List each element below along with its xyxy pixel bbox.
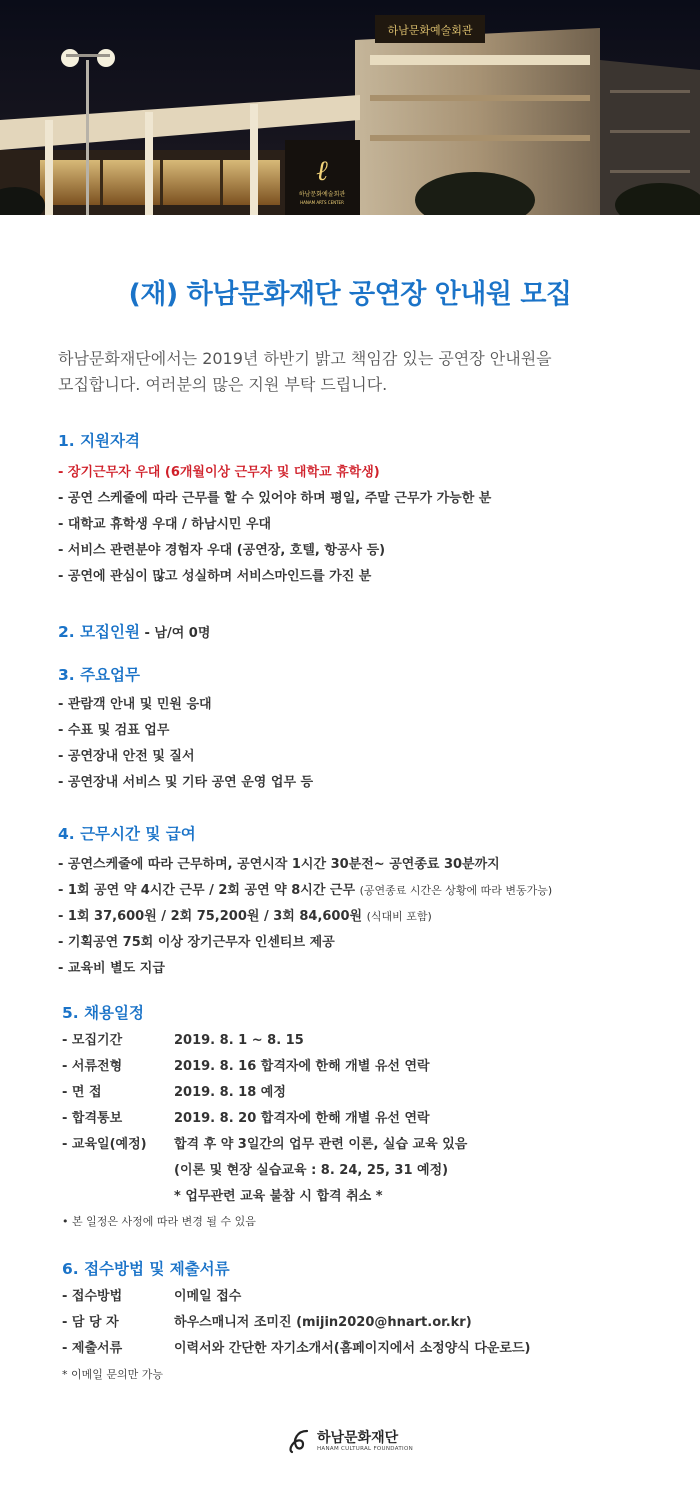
list-item: - 대학교 휴학생 우대 / 하남시민 우대 xyxy=(58,517,272,532)
schedule-row: - 면 접 2019. 8. 18 예정 xyxy=(62,1085,286,1100)
section-1-title: 1. 지원자격 xyxy=(58,432,140,450)
foundation-logo-icon xyxy=(287,1428,313,1454)
schedule-row: * 업무관련 교육 불참 시 합격 취소 * xyxy=(174,1189,383,1204)
list-item: - 공연장내 서비스 및 기타 공연 운영 업무 등 xyxy=(58,775,314,790)
section-3-list xyxy=(58,692,313,796)
intro-paragraph xyxy=(58,346,658,398)
footer-logo xyxy=(0,1428,700,1454)
hero-photo xyxy=(0,0,700,215)
list-item: - 장기근무자 우대 (6개월이상 근무자 및 대학교 휴학생) xyxy=(58,465,380,480)
schedule-row: (이론 및 현장 실습교육 : 8. 24, 25, 31 예정) xyxy=(174,1163,449,1178)
section-1-list xyxy=(58,460,491,590)
submission-row: - 접수방법 이메일 접수 xyxy=(62,1289,242,1304)
intro-line: 하남문화재단에서는 2019년 하반기 밝고 책임감 있는 공연장 안내원을 xyxy=(58,349,552,368)
section-2-title xyxy=(58,620,210,642)
section-4-list xyxy=(58,852,552,982)
section-6-details xyxy=(62,1284,531,1362)
section-2-label: 2. 모집인원 xyxy=(58,623,140,641)
list-item: - 수표 및 검표 업무 xyxy=(58,723,170,738)
page-title: (재) 하남문화재단 공연장 안내원 모집 xyxy=(128,279,572,310)
schedule-row: - 교육일(예정) 합격 후 약 3일간의 업무 관련 이론, 실습 교육 있음 xyxy=(62,1137,468,1152)
submission-row: - 제출서류 이력서와 간단한 자기소개서(홈페이지에서 소정양식 다운로드) xyxy=(62,1341,531,1356)
list-item: - 서비스 관련분야 경험자 우대 (공연장, 호텔, 항공사 등) xyxy=(58,543,386,558)
list-item: - 공연장내 안전 및 질서 xyxy=(58,749,195,764)
list-item: - 공연 스케줄에 따라 근무를 할 수 있어야 하며 평일, 주말 근무가 가능한 분 xyxy=(58,491,492,506)
intro-line: 모집합니다. 여러분의 많은 지원 부탁 드립니다. xyxy=(58,375,388,394)
section-5-schedule xyxy=(62,1028,467,1210)
schedule-row: - 모집기간 2019. 8. 1 ~ 8. 15 xyxy=(62,1033,304,1048)
section-5-title: 5. 채용일정 xyxy=(62,1004,144,1022)
arts-center-illustration xyxy=(0,0,700,215)
emblem-glyph: ℓ xyxy=(316,154,328,187)
panel-name: 하남문화예술회관 xyxy=(298,191,346,198)
section-4-title: 4. 근무시간 및 급여 xyxy=(58,825,196,843)
list-item: - 공연에 관심이 많고 성실하며 서비스마인드를 가진 분 xyxy=(58,569,372,584)
panel-sub: HANAM ARTS CENTER xyxy=(300,200,344,205)
submission-row: - 담 당 자 하우스매니저 조미진 (mijin2020@hnart.or.kr) xyxy=(62,1315,472,1330)
section-3-title: 3. 주요업무 xyxy=(58,666,140,684)
building-sign: 하남문화예술회관 xyxy=(387,24,473,37)
list-item: - 관람객 안내 및 민원 응대 xyxy=(58,697,212,712)
list-item: - 공연스케줄에 따라 근무하며, 공연시작 1시간 30분전~ 공연종료 30분까지 xyxy=(58,857,500,872)
footer-sub: HANAM CULTURAL FOUNDATION xyxy=(316,1445,414,1452)
section-6-note: * 이메일 문의만 가능 xyxy=(62,1368,163,1381)
schedule-row: - 합격통보 2019. 8. 20 합격자에 한해 개별 유선 연락 xyxy=(62,1111,430,1126)
section-5-note: • 본 일정은 사정에 따라 변경 될 수 있음 xyxy=(62,1215,256,1228)
section-2-note: - 남/여 0명 xyxy=(139,626,211,641)
list-item: - 1회 37,600원 / 2회 75,200원 / 3회 84,600원 (식대비 포함) xyxy=(58,909,432,924)
schedule-row: - 서류전형 2019. 8. 16 합격자에 한해 개별 유선 연락 xyxy=(62,1059,430,1074)
footer-name: 하남문화재단 xyxy=(316,1429,399,1446)
list-item: - 1회 공연 약 4시간 근무 / 2회 공연 약 8시간 근무 (공연종료 시간은 상황에 따라 변동가능) xyxy=(58,883,553,898)
list-item: - 기획공연 75회 이상 장기근무자 인센티브 제공 xyxy=(58,935,335,950)
section-6-title: 6. 접수방법 및 제출서류 xyxy=(62,1260,230,1278)
list-item: - 교육비 별도 지급 xyxy=(58,961,165,976)
